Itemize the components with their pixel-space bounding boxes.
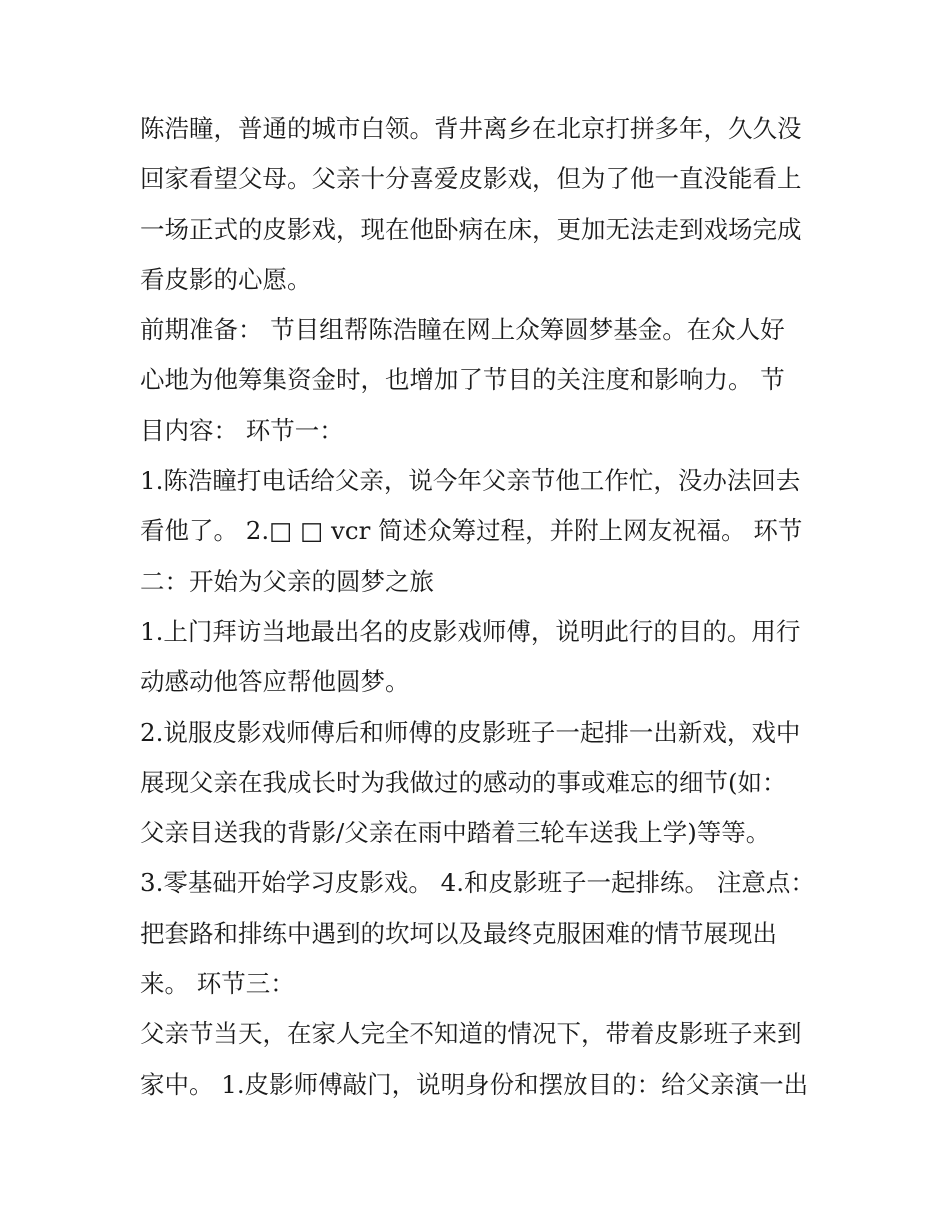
- text-line: 目内容： 环节一：: [140, 415, 344, 445]
- text-line: 父亲目送我的背影/父亲在雨中踏着三轮车送我上学)等等。: [140, 818, 771, 848]
- text-line: 二：开始为父亲的圆梦之旅: [140, 566, 434, 596]
- text-line: 来。 环节三：: [140, 969, 295, 999]
- text-line: 前期准备： 节目组帮陈浩瞳在网上众筹圆梦基金。在众人好: [140, 315, 785, 345]
- text-line: 心地为他筹集资金时，也增加了节目的关注度和影响力。 节: [140, 365, 785, 395]
- text-line: 1.上门拜访当地最出名的皮影戏师傅，说明此行的目的。用行: [140, 616, 801, 646]
- text-line: 回家看望父母。父亲十分喜爱皮影戏，但为了他一直没能看上: [140, 164, 802, 194]
- text-line: 2.说服皮影戏师傅后和师傅的皮影班子一起排一出新戏，戏中: [140, 717, 801, 747]
- text-line: 父亲节当天，在家人完全不知道的情况下，带着皮影班子来到: [140, 1019, 802, 1049]
- text-line: 看他了。 2.□ □ vcr 简述众筹过程，并附上网友祝福。 环节: [140, 516, 803, 546]
- text-line: 陈浩瞳，普通的城市白领。背井离乡在北京打拼多年，久久没: [140, 114, 802, 143]
- text-line: 1.陈浩瞳打电话给父亲，说今年父亲节他工作忙，没办法回去: [140, 466, 801, 496]
- text-line: 动感动他答应帮他圆梦。: [140, 667, 410, 697]
- text-line: 展现父亲在我成长时为我做过的感动的事或难忘的细节(如：: [140, 767, 787, 797]
- body-text: [140, 110, 830, 1116]
- text-line: 看皮影的心愿。: [140, 264, 312, 294]
- text-line: 3.零基础开始学习皮影戏。 4.和皮影班子一起排练。 注意点：: [140, 868, 815, 898]
- text-line: 把套路和排练中遇到的坎坷以及最终克服困难的情节展现出: [140, 918, 777, 948]
- text-line: 一场正式的皮影戏，现在他卧病在床，更加无法走到戏场完成: [140, 214, 802, 244]
- text-line: 家中。 1.皮影师傅敲门，说明身份和摆放目的：给父亲演一出: [140, 1069, 809, 1099]
